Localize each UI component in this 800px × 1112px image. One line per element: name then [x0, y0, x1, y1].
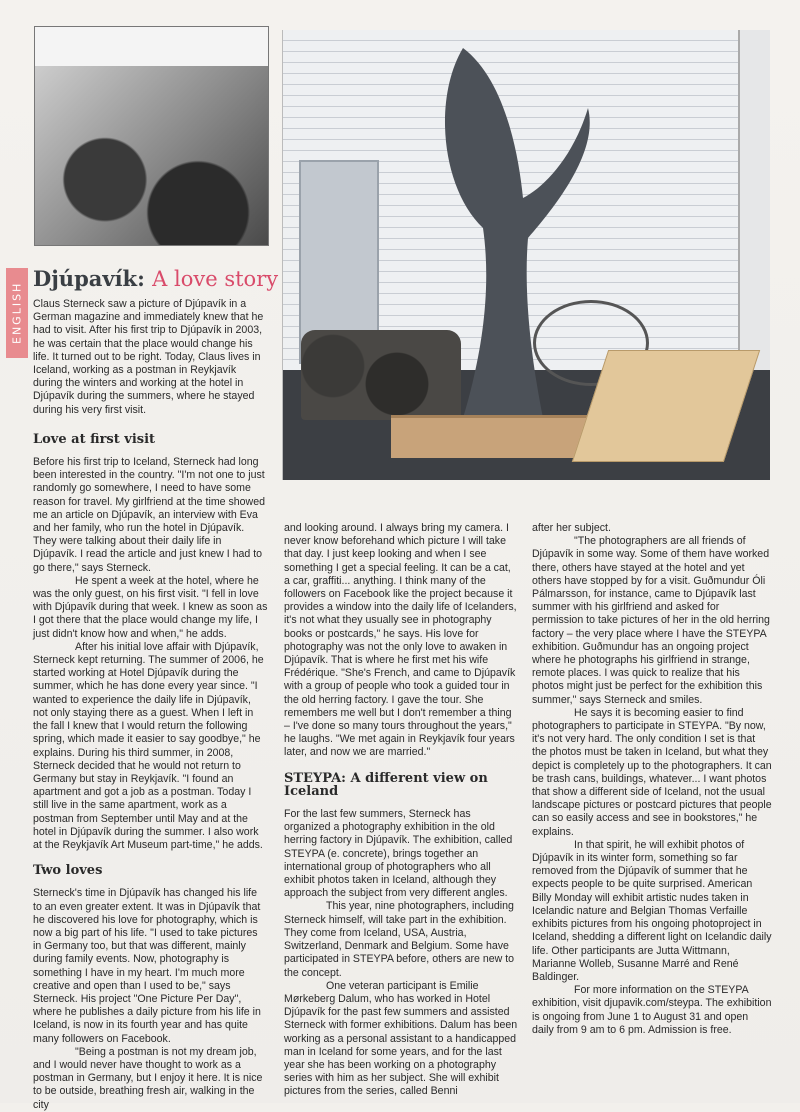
paragraph: "The photographers are all friends of Djúpavík in some way. Some of them have worked there, others have stayed at the hotel and yet others have stopped by for a visit. Guðmundur Óli Pálmarsson, for instance, came to Djúpavík last summer with his girlfriend and asked for permission to take pictures of her in the old herring factory – the very place where I have the STEYPA exhibition. Guðmundur has an ongoing project where he photographs his girlfriend in strange, remote places. I was quick to realize that his photos might just be perfect for the exhibition this summer," says Sterneck and smiles.	[532, 535, 770, 706]
article-title	[33, 266, 278, 291]
section-heading-two-loves: Two loves	[33, 863, 103, 879]
paragraph: Sterneck's time in Djúpavík has changed his life to an even greater extent. It was in Djúpavík that he discovered his love for photography, which is now a big part of his life. "I used to take pictures in Germany too, but that was different, mainly during family events. Now, photography is something I have in my heart. I'm much more creative and open than I used to be," says Sterneck. His project "One Picture Per Day", where he publishes a daily picture from his life in Iceland, is now in its fourth year and has quite many followers on Facebook.	[33, 887, 261, 1045]
paragraph: "Being a postman is not my dream job, and I would never have thought to work as a postman in Germany, but I enjoy it here. It is nice to be outside, breathing fresh air, walking in the city	[33, 1045, 263, 1111]
column-3	[532, 522, 772, 1037]
paragraph: For the last few summers, Sterneck has organized a photography exhibition in the old herring factory in Djúpavík. The exhibition, called STEYPA (e. concrete), brings together an international group of photographers who all exhibit photos taken in Iceland, although they approach the subject from very different angles.	[284, 808, 513, 900]
section-heading-love: Love at first visit	[33, 431, 156, 447]
paragraph: After his initial love affair with Djúpavík, Sterneck kept returning. The summer of 2006, he started working at Hotel Djúpavík during the summer, which he has done every year since. "I wanted to experience the daily life in Djúpavík, not only staying there as a guest. When I left in the fall I knew that I would return the following spring, which made it easier to say goodbye," he explains. During his third summer, in 2008, Sterneck decided that he would not return to Germany but stay in Reykjavík. "I found an apartment and got a job as a postman. Today I still live in the same apartment, work as a postman from September until May and at the hotel in Djúpavík during the summer. I also work at the Reykjavík Art Museum part-time," he adds.	[33, 640, 264, 851]
snowy-landscape-photo	[34, 26, 269, 246]
paragraph: Before his first trip to Iceland, Sterneck had long been interested in the country. "I'm not one to just randomly go somewhere, I need to have some reason for travel. My girlfriend at the time showed me an article on Djúpavík, an interview with Eva and her family, who run the hotel in Djúpavík. They were talking about their daily life in Djúpavík. I read the article and just knew I had to go there," says Sterneck.	[33, 456, 265, 574]
paragraph: He says it is becoming easier to find photographers to participate in STEYPA. "By now, it's not very hard. The only condition I set is that the photos must be taken in Iceland, but what they depict is completely up to the photographers. It can be trash cans, buildings, whatever... I want photos that show a different side of Iceland, not the usual landscape pictures or postcard pictures that people can so easily access and see in bookstores," he explains.	[532, 706, 772, 838]
paragraph: For more information on the STEYPA exhibition, visit djupavik.com/steypa. The exhibition is ongoing from June 1 to August 31 and open daily from 9 am to 6 pm. Admission is free.	[532, 984, 772, 1036]
column-1	[33, 298, 268, 1112]
intro-paragraph: Claus Sterneck saw a picture of Djúpavík in a German magazine and immediately knew that he had to visit. After his first trip to Djúpavík in 2003, he was certain that the place would change his life. It turned out to be right. Today, Claus lives in Iceland, working as a postman in Reykjavík during the winters and working at the hotel in Djúpavík during the summers, where he stayed during his very first visit.	[33, 298, 264, 416]
wooden-pallet	[391, 415, 591, 458]
title-main: Djúpavík:	[33, 266, 145, 291]
paragraph: and looking around. I always bring my camera. I never know beforehand which picture I will take that day. I just keep looking and when I see something I get a special feeling. It can be a cat, a car, graffiti... anything. I think many of the followers on Facebook like the project because it provides a window into the daily life of Icelanders, it's not what they usually see in photography books or postcards," he says. His love for photography was not the only love to awaken in Djúpavík. That is where he first met his wife Frédérique. "She's French, and came to Djúpavík with a group of people who took a guided tour in the old herring factory. I gave the tour. She remembers me well but I don't remember a thing – I've done so many tours throughout the years," he laughs. "We met again in Reykjavík four years later, and now we are married."	[284, 522, 517, 759]
whale-tail-sculpture-photo	[282, 30, 770, 480]
paragraph: In that spirit, he will exhibit photos of Djúpavík in its winter form, something so far removed from the Djúpavík of summer that he expects people to be quite surprised. American Billy Monday will exhibit artistic nudes taken in Icelandic nature and Belgian Thomas Verfaille exhibits pictures from his ongoing photoproject in Iceland, shedding a different light on Icelandic daily life. Other participants are Jutta Wittmann, Marianne Wolleb, Susanne Marré and René Baldinger.	[532, 838, 772, 983]
whale-tail-sculpture	[423, 38, 593, 428]
section-heading-steypa: STEYPA: A different view on Iceland	[284, 770, 488, 799]
paragraph: He spent a week at the hotel, where he was the only guest, on his first visit. "I fell in love with Djúpavík during that week. I knew as soon as I got there that the place would change my life, I just didn't know how and when," he adds.	[33, 574, 268, 640]
title-accent: A love story	[152, 267, 279, 291]
paragraph: One veteran participant is Emilie Mørkeberg Dalum, who has worked in Hotel Djúpavík for the past few summers and assisted Sterneck with former exhibitions. Dalum has been working as a personal assistant to a handicapped man in Iceland for some years, and for the last year she has been working on a photography series with him as her subject. She will exhibit pictures from the series, called Benni	[284, 979, 518, 1098]
column-2	[284, 522, 519, 1099]
paragraph: This year, nine photographers, including Sterneck himself, will take part in the exhibition. They come from Iceland, USA, Austria, Switzerland, Denmark and Belgium. Some have participated in STEYPA before, others are new to the concept.	[284, 900, 515, 979]
language-tab: ENGLISH	[6, 268, 28, 358]
paragraph: after her subject.	[532, 522, 611, 534]
